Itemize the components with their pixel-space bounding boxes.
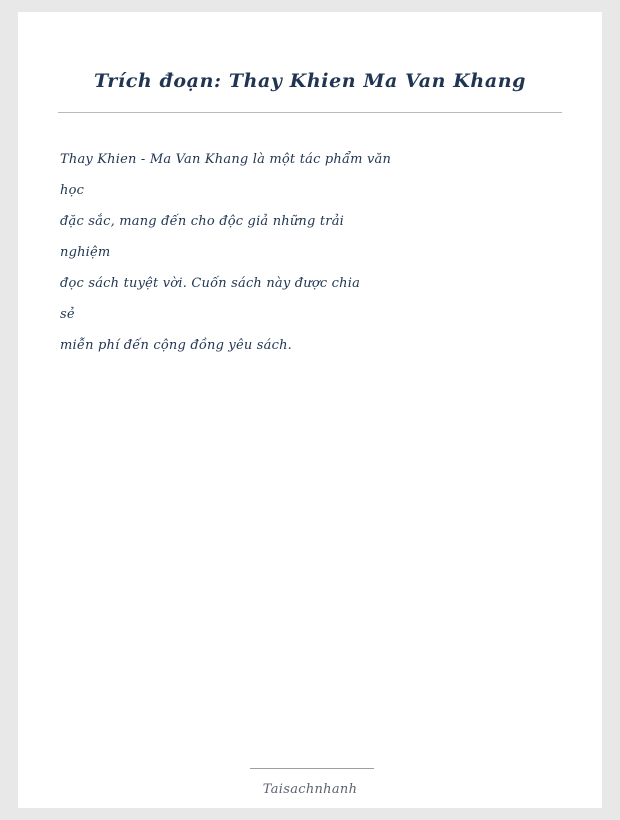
page-title: Trích đoạn: Thay Khien Ma Van Khang <box>93 70 527 92</box>
title-divider <box>58 112 562 113</box>
body-line: đặc sắc, mang đến cho độc giả những trải <box>60 214 345 229</box>
body-line: Thay Khien - Ma Van Khang là một tác phẩm văn <box>60 152 392 167</box>
body-line: miễn phí đến cộng đồng yêu sách. <box>60 338 292 353</box>
body-line: nghiệm <box>60 245 111 260</box>
body-line: đọc sách tuyệt vời. Cuốn sách này được chia <box>60 276 361 291</box>
footer-attribution: Taisachnhanh <box>262 782 358 797</box>
body-line: học <box>60 183 85 198</box>
document-page <box>18 12 602 808</box>
body-line: sẻ <box>60 307 75 322</box>
footer-divider <box>250 768 374 769</box>
document-body <box>60 144 530 361</box>
